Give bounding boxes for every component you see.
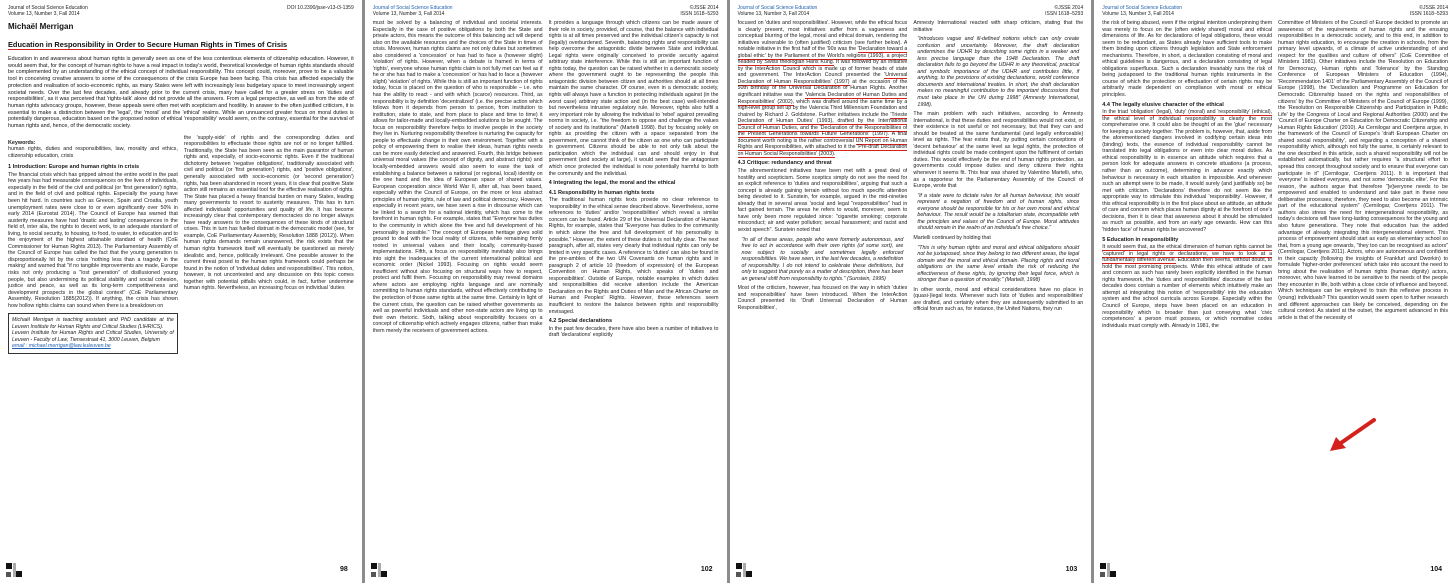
text-run: at the occasion of the 50th birthday of the Universal Declaration of Human Rights. Another significant initiative was the bbox=[737, 78, 908, 99]
author-email-link[interactable]: email : michael.merrigan@law.kuleuven.be bbox=[12, 343, 111, 350]
page-number: 103 bbox=[1065, 566, 1078, 573]
page-footer bbox=[6, 563, 348, 577]
paragraph bbox=[1102, 109, 1272, 233]
keywords-label: Keywords: bbox=[8, 139, 36, 146]
issn: ISSN 1618–5293 bbox=[1409, 11, 1448, 17]
column-left bbox=[738, 20, 908, 316]
text-run: A final document worth noting is the rather controversial bbox=[737, 131, 908, 144]
annotated-underline: 'Universal Declaration of Human Responsibilities' (1997) bbox=[737, 72, 908, 85]
text-run: the ethical level of individual responsibility is clearly the most comprehensive one. It could also be thought of as the 'glue' necessary for keeping a society together. The problem is, however, that, aside from the aforementioned dangers involved in codifying certain ideas into (binding) texts, the essence of individual responsibility cannot be translated into legal obligations or even into clear moral duties. As ethical responsibility is in essence an attitude which requires that a person look for adequate answers in concrete situations (a process, rather than an outcome), determining in advance exactly which behaviour is necessary in each situation is impossible. And whenever such an attempt were to be made, it would surely (and justifiably so) be met with criticism. 'Declarations' therefore do not seem like the appropriate way to stimulate this individual 'responsibility'. However, if this ethical responsibility is in the first place about an attitude, an attitude of care and concern which places human dignity at the forefront of one's decisions, then it is clear that awareness about it should be stimulated as much as possible, and from an early age onwards. How can this 'hidden face' of human rights be uncovered? bbox=[1102, 115, 1273, 233]
paragraph: the risk of being abused, even if the original intention underpinning them was merely to focus on the (often widely shared) moral and ethical dimensions of life. As for declarations of legal obligations, these would seem to be redundant, as States already have sufficient tools to make them binding upon citizens through legislation and State enforcement mechanisms. Therefore, in short, a declaration consisting of moral and ethical guidelines is dangerous, and a declaration consisting of legal obligations superfluous. Such a declaration invariably runs the risk of being juxtaposed to the traditional human rights instruments in the course of which the protection or effectuation of certain rights may be arbitrarily made dependent on compliance with moral or ethical principles. bbox=[1102, 20, 1273, 99]
paragraph: Amnesty International reacted with sharp criticism, stating that the initiative bbox=[913, 20, 1084, 33]
author-info-box bbox=[8, 313, 178, 354]
annotated-underline: In the triad 'obligation' (legal), 'duty' (moral) and 'responsibility' (ethical), bbox=[1102, 109, 1273, 116]
text-run: which was drafted around the same time by a high-level group set up by the Valencia Third Millennium Foundation and chaired by Richard J. Goldstone. Further initiatives include the bbox=[737, 98, 908, 118]
paragraph: The financial crisis which has gripped almost the entire world in the past few years has had measurable consequences on the lives of individuals, especially in the field of the civil and political (or 'first generation') rights, and in the field of civil and political rights. Especially the young have been hit hard. In countries such as Greece, Spain and Croatia, youth unemployment rates were close to or even significantly over 50% in early 2014 (Eurostat 2014). The Council of Europe has warned that austerity measures have had 'drastic and lasting' consequences in the field of, inter alia, the rights to decent work, to an adequate standard of living, to social security, to housing, to food, to water, to education and to the enjoyment of the highest attainable standard of health (CoE Commissioner for Human Rights 2013). The Parliamentary Assembly of the Council of Europe has called the fact that the young generation is disproportionally hit by the crisis 'nothing less than a tragedy in the making' and warned that "if no tangible improvements are made, Europe risks not only producing a "lost generation" of disillusioned young people, but also undermining its political stability and social cohesion, justice and peace, as well as its long-term competitiveness and development prospects in the global context" (CoE Parliamentary Assembly, Resolution 1885(2012)). If anything, the crisis has shown how hollow rights claims can sound when there is a breakdown on bbox=[8, 171, 178, 309]
paragraph: The traditional human rights texts provide no clear reference to 'responsibility' in the ethical sense described above. Nevertheless, some references to 'duties' and/or 'responsibilities' which reveal a similar concern can be found. Article 29 of the Universal Declaration of Human Rights, for example, states that "Everyone has duties to the community in which alone the free and full development of his personality is possible." However, the extent of these duties is not fully clear. The next paragraph, after all, states very clearly that individual rights can only be limited in very specific cases. A reference to 'duties' can also be found in the pre-ambles of the two UN Covenants on human rights and in paragraph 2 of article 10 (freedom of expression) of the European Convention on Human Rights, which speaks of 'duties and responsibilities'. Outside of Europe, notable examples in which duties and responsibilities did receive attention include the American Declaration on the Rights and Duties of Man and the African Charter on Human and Peoples' Rights. However, these references seem insufficient to restore the balance between rights and responsibility envisaged. bbox=[548, 197, 719, 315]
qr-code-icon bbox=[6, 563, 22, 577]
section-heading: 4 Integrating the legal, the moral and the ethical bbox=[548, 180, 676, 187]
page-104 bbox=[1094, 0, 1456, 583]
block-quote: "introduces vague and ill-defined notions which can only create confusion and uncertainty. Moreover, the draft declaration undermines the UDHR by describing some rights in a weaker and less precise language than the 1948 Declaration. The draft declaration fails to go beyond the UDHR in any theoretical, practical and symbolic importance of the UDHR and contributes little, if anything, to the provisions of existing declarations, world conference documents and international treaties. In short, the draft declaration makes no meaningful contribution to the important discussions that must take place in the UN during 1998" (Amnesty International, 1998). bbox=[917, 36, 1080, 108]
journal-name: Journal of Social Science Education bbox=[737, 5, 818, 11]
block-quote: "if a state were to dictate rules for all human behaviour, this would represent a negation of freedom and of human rights, since everyone should be responsible for his or her own moral and ethical behaviour. The result would be a totalitarian state, incompatible with the principles and values of the Council of Europe. Moral attitudes should remain in the realm of an individual's free choice." bbox=[917, 192, 1080, 232]
page-header bbox=[373, 5, 719, 17]
column-right bbox=[1278, 20, 1448, 332]
abstract: Education in and awareness about human rights is generally seen as one of the less contentious elements of citizenship education. However, it would seem that, for the concept of human rights to have a real impact in today's world, theoretical knowledge of human rights standards should be complemented by an understanding of the ethical concept of individual responsibility. This concept could, moreover, prove to be a valuable tool in conceiving creative answers to some of the consequences of the crisis Europe has been facing. This crisis has affected especially the protection and realisation of socio-economic rights, as many States were left with increasingly less budgetary space to meet increasingly urgent societal needs. Over the last few decades, and already prior to the current crisis, many have called for a greater stress on 'duties and responsibilities', as it was perceived that 'rights-talk' alone did not provide all the answers. From a legal perspective, as well as from the side of human rights advocacy groups, however, these appeals were often met with scepticism and hostility. In answer to the often justified criticism, it is essential to make a distinction between the 'legal', the 'moral' and the 'ethical' realms. While an unnuanced greater focus on moral duties is potentially dangerous, education based on the proposed notion of ethical 'responsibility' would seem, on the contrary, essential for the survival of human rights and, hence, of the democratic society. bbox=[8, 56, 354, 130]
paragraph: the 'supply-side' of rights and the corresponding duties and responsibilities to effectuate those rights are not or no longer fulfilled. Traditionally, the State has been seen as the main guarantor of human rights and, especially, of socio-economic rights. Even if the traditional dichotomy between 'negative obligations', traditionally associated with civil and political (or 'first generation') rights, and 'positive obligations', generally associated with socio-economic (or 'second generation') rights, has been abandoned in recent years, it is clear that positive State action still remains an essential tool for the effective realisation of rights. The State has placed a heavy financial burden on many States, leading many governments to resort to austerity measures. This has in turn affected individuals' opportunities and quality of life. It has become increasingly clear that contemporary democracies do no longer always have ready answers to the consequences of these kinds of structural crises. This in turn has fuelled distrust in the democratic model (see, for example, CoE Parliamentary Assembly, Resolution 1888 (2012)). When human rights demands remain unanswered, the risk exists that the human rights framework itself will eventually be questioned as merely idealistic and, hence, politically irrelevant. One possible answer to the current threat posed to the human rights framework could perhaps be found in the notion of 'individual duties and responsibilities'. This notion, however, is not uncontested and any discussion on this topic comes together with potential pitfalls which could, in fact, further undermine human rights. Nevertheless, an increasing focus on individual 'duties bbox=[183, 134, 354, 292]
page-number: 98 bbox=[339, 566, 348, 573]
issn: ISSN 1618–5293 bbox=[680, 11, 719, 17]
column-right bbox=[184, 135, 354, 354]
text-run: focused on 'duties and responsibilities'. However, while the ethical focus is clearly present, most initiatives suffer from a vagueness and conceptual blurring of the legal, moral and ethical domain, rendering the initiatives vulnerable to (often justified) criticism (see further below). A notable initiative in the first half of the '90s was the bbox=[737, 20, 908, 53]
annotated-underline: 'Trieste Declaration of Human Duties' (1993), drafted by the International Council of Human Duties, and the 'Declaration of the Responsibilities of the Present Generations towards Future Generations' (1997). bbox=[737, 111, 908, 138]
page-number: 102 bbox=[700, 566, 713, 573]
author-bio: Michaël Merrigan is teaching assistant and PhD candidate at the Leuven Institute for Human Rights and Critical Studies (LIHRICS). bbox=[12, 317, 174, 330]
qr-code-icon bbox=[736, 563, 752, 577]
page-102 bbox=[365, 0, 727, 583]
subsection-heading: 4.4 The legally elusive character of the ethical bbox=[1102, 101, 1224, 108]
subsection-heading: 4.1 Responsibility in human rights texts bbox=[548, 189, 655, 196]
journal-volume: Volume 13, Number 3, Fall 2014 bbox=[8, 11, 80, 17]
paragraph: The main problem with such initiatives, according to Amnesty International, is that these duties and responsibilities would not exist, or their existence is not useful or not necessary, but that they can and should be treated at the same fundamental (and legally enforceable) level as rights. The fear exists that, by putting certain conceptions of 'decent behaviour' at the same level as legal rights, the protection of individual rights could be made contingent upon the fulfilment of certain duties. This would effectively be the end of human rights protection, as governments could impose duties and deny citizens their rights whenever it seems fit. This fear was shared by Valentino Martelli, who, as a rapporteur for the Parliamentary Assembly of the Council of Europe, wrote that bbox=[913, 111, 1084, 190]
annotated-underline: 'Declaration toward a global ethic' by the Parliament of the World's religions (1993), a project headed by Swiss theologian Hans Küng. bbox=[737, 46, 908, 66]
paragraph: The aforementioned initiatives have been met with a great deal of hostility and scepticism. Some sceptics simply do not see the need for an explicit reference to 'duties and responsibilities', arguing that such a concept is already gaining terrain without too much specific attention being devoted to it. Sunstein, for example, argued in the mid-nineties already that in several areas 'social and legal "responsibilities" had in fact gained terrain. The areas he refers to would, moreover, seem to have only been more regulated since: "cigarette smoking; corporate misconduct; air and water pollution; sexual harassment; and racist and sexist speech". Sunstein noted that bbox=[737, 168, 908, 233]
keywords-list: human rights, duties and responsibilities, law, morality and ethics, citizenship education, crisis bbox=[8, 146, 178, 159]
page-number: 104 bbox=[1430, 566, 1442, 573]
page-header bbox=[8, 5, 354, 17]
qr-code-icon bbox=[1100, 563, 1116, 577]
text-run: It was followed by an initiative by the InterAction Council which is made up of former heads of state and government. The InterAction Council presented the bbox=[737, 59, 908, 79]
text-run: Education then seems, without doubt, to hold the most promising prospects. While this ethical attitude of care and concern as such has rarely been explicitly identified in the human rights framework, the 'duties and responsibilities' discourse of the last decades does contain a number of elements which intuitively make an attempt at integrating this notion of 'responsibility' into the education system and the school curricula across Europe. Especially within the Council of Europe, steps have been placed on an education in responsibility which is broader than just conveying what 'civic competences' a person must possess, or which normative codes individuals must comply with. Already in 1981, the bbox=[1102, 257, 1273, 329]
page-header bbox=[738, 5, 1084, 17]
author-name: Michaël Merrigan bbox=[8, 22, 74, 31]
annotated-underline: UN Report on Human Rights and Responsibilities, with attached to it the 'Pre-draft Declaration on Human Social Responsibilities' (2003). bbox=[737, 137, 908, 157]
doi: DOI 10.2390/jsse-v13-i3-1359 bbox=[287, 5, 354, 11]
page-footer bbox=[371, 563, 713, 577]
section-heading: 1 Introduction: Europe and human rights in crisis bbox=[8, 164, 140, 171]
paragraph: It provides a language through which citizens can be made aware of their role in society, provided, of course, that the balance with individual rights is at all times preserved and the individual citizen's capacity is not (legally) overburdened. Seventh, balancing rights and responsibility can help overcome the antagonistic divide between State and individual. Legal rights were originally conceived to provide security against arbitrary state interference. While this is still an important function of rights today, the question can be raised whether in a democratic society where the government ought to be representing the people this antagonistic division between citizen and authorities should at all times maintain the same character. Of course, even in a democratic society, rights will always have a function in protecting individuals against (in the worst case) arbitrary state action and (in the best case) well-intended but nevertheless intrusive regulatory rule. Moreover, rights also fulfil a very important role by allowing the individual to 'rebel' against prevailing norms in society, i.e. "the freedom to oppose and challenge the values of society and its institutions" (Martelli 1998). But by focusing solely on rights as providing the citizen with a space separated from the government, one cannot think of the citizen as one who can participate in government. Citizens should be able to not only talk about the participation which the individual can and should enjoy in that government (and society at large), it would seem that the antagonism which once protected the individual is now potentially harmful to both the community and the individual. bbox=[548, 20, 719, 177]
annotated-underline: It would seem that, as the ethical dimension of human rights cannot be 'captured' in legal rights or declarations, we have to look at a fundamentally different avenue. bbox=[1102, 244, 1273, 264]
author-address: Leuven Institute for Human Rights and Critical Studies, University of Leuven - Faculty of Law, Tiensestraat 41, 3000 Leuven, Belgium bbox=[12, 330, 174, 343]
paragraph: In the past few decades, there have also been a number of initiatives to draft 'declarations' explicitly bbox=[548, 325, 719, 339]
page-98 bbox=[0, 0, 362, 583]
journal-volume: Volume 13, Number 3, Fall 2014 bbox=[737, 11, 810, 17]
paragraph bbox=[738, 20, 908, 157]
qr-code-icon bbox=[371, 563, 387, 577]
paragraph: must be solved by a balancing of individual and societal interests. Especially in the case of positive obligations by both the State and private actors, this means the outcome of this balancing act will depend also on the available resources and the choices of the State in times of crisis. Moreover, human rights claims are not only duties but sometimes also considered a 'concession' or has had to face a (however slight) 'violation' of rights. However, when a debate is framed in terms of 'rights', everyone whose human rights claim is not fully met can feel as if he or she has had to make a 'concession' or has had to face a (however slight) 'violation' of rights. While this is still an important function of rights today, focus is placed on the question of who is responsible – i.e. who has the ability to react - and with which (scarce) resources. Third, as responsibility is by definition 'decentralized' (i.e. the precise action which follows from it depends from person to person, from institution to institution, state to state, and from place to place and time to time) it allows for tailor-made and locally-embedded solutions to be sought. The focus on responsibility therefore helps to involve people in the society they live in. Nurturing responsibility therefore is nurturing the capacity for people to effectuate change in their own environment. Together with a policy of empowering them to realise their ideas, human rights needs can be more easily detected and answered. Fourth, this bridge between universal moral values (the concept of dignity, and abstract rights) and locally-embedded answers would also seem to ease the task of establishing a balance between a national (or regional, local) identity on the one hand and the idea of European space of shared values. European cooperation since World War II, after all, has been based, especially within the Council of Europe, on the more or less abstract principles of human rights, rule of law and political democracy. However, especially in recent years, we have seen a rise in discourse which can be linked to a search for a national identity, which has come to the forefront in human rights. For example, states that "Everyone has duties to the community in which alone the free and full development of his personality is possible." The concept of European heritage gives solid ground to deal with the local reality of citizens, while remaining firmly rooted in universal values and their locally, community-based implementations. Fifth, a focus on responsibility inevitably also brings into sight the inadequacies of the current international political and economic order (Nickel 1993). Focusing on rights would seem insufficient without also focusing on structural ways how to respect, protect and fulfil them. Focusing on responsibility may reveal domains where actors are employing rights language and are nominally committing to human rights standards, without effectively contributing to the protection of those same rights at the same time. Certainly in light of the current crisis, the question can be raised whether governments as well as powerful individuals and other non-state actors are living up to their own rhetoric. Sixth, talking about responsibility focuses on a concept of citizenship which actively engages citizens, rather than make them merely the receivers of government actions. bbox=[372, 20, 543, 334]
page-103 bbox=[730, 0, 1092, 583]
column-right bbox=[913, 20, 1083, 316]
block-quote: "This is why human rights and moral and ethical obligations should not be juxtaposed, since they belong to two different areas, the legal domain and the moral and ethical domain. Placing rights and moral obligations on the same level entails the risk of reducing the effectiveness of these rights, by ignoring their legal force, which is stronger than a question of morality." (Martelli, 1998) bbox=[917, 244, 1080, 284]
copyright: ©JSSE 2014 bbox=[689, 5, 719, 11]
subsection-heading: 4.3 Critique: redundancy and threat bbox=[737, 160, 832, 167]
journal-volume: Volume 13, Number 3, Fall 2014 bbox=[372, 11, 445, 17]
subsection-heading: 4.2 Special declarations bbox=[548, 318, 613, 325]
paragraph: In other words, moral and ethical considerations have no place in (quasi-)legal texts. Whenever such lists of 'duties and responsibilities' are drafted, and certainly when they are subsequently submitted to an official forum such as, for instance, the United Nations, they run bbox=[913, 286, 1084, 313]
page-footer bbox=[736, 563, 1078, 577]
journal-name: Journal of Social Science Education bbox=[8, 5, 88, 11]
column-left bbox=[1102, 20, 1272, 332]
block-quote: "In all of these areas, people who were formerly autonomous, and free to act in accordance with their own rights (of some sort), are now subject to socially and sometimes legally enforced responsibilities. We have seen, in the last few decades, a redefinition of responsibility. I do not intend to celebrate these definitions, but only to suggest that purely as a matter of description, there has been an general shift from responsibility to rights." (Sunstein, 1995) bbox=[741, 236, 904, 282]
keywords bbox=[8, 140, 178, 160]
page-footer bbox=[1100, 563, 1442, 577]
paragraph: Committee of Ministers of the Council of Europe decided to promote an awareness of the requirements of human rights and the ensuing responsibilities in a democratic society, and to this end, in addition to human rights education, to encourage the creation in schools, from the primary level upwards, of a climate of active understanding of and respect for the qualities and culture of others" (CoE Committee of Ministers 1981). Other initiatives include the 'Resolution on Education for Democracy, Human rights and Tolerance' by the Standing Conference of European Ministers of Education (1994), 'Recommendation 1401' of the Parliamentary Assembly of the Council of Europe (1998), the 'Declaration and Programme on Education for Democratic Citizenship based on the rights and responsibilities of citizens' by the Committee of Ministers of the Council of Europe (1999), the 'Resolution on Responsible Citizenship and Participation in Public Life' by the Congress of Local and Regional Authorities (2000) and the 'Council of Europe Charter on Education for Democratic Citizenship and Human Rights Education' (2010). As Cernilogar and Coertjens argue, in the framework of the Council of Europe's 'draft European Charter on shared social responsibility', and regarding a conception of a shared responsibility which, although not fully the same, is certainly relevant to the one described in this article, such a shared responsibility will not be established automatically, but rather requires "a structural effort to spread this concept throughout society and to ensure that everyone can participate in it" (Cernilogar, Coertjens 2011). It is important that 'everyone' is indeed everyone, and not some 'democratic elite'. For this reason, the authors argue that therefore "[e]veryone needs to be empowered and enabled to understand and take part in these new deliberative processes; therefore, they need to also become an intrinsic part of the educational system" (Cernilogar, Coertjens 2011). The authors also stress the need for intergenerational responsibility, as today's decisions will have long-lasting consequences for the young and also future generations. They note that education has the added advantage of already integrating this intergenerational element. This process of empowerment should start as early as elementary school so that, from a young age onwards, "they too can be recognised as actors" (Cernilogar, Coertjens 2011). Actors, who are autonomous and confident in their capacity (following the insights of Frankfurt and Dworkin) to formulate 'higher-order preferences' which take into account the need to bring about the realisation of human rights (human dignity) actors, moreover, who have learned to be sensitive to the needs of the people they encounter in life, both within a close circle of influence and beyond. Which techniques can be employed to train this reflexive process in (young) individuals? This question would seem open to further research and different approaches can likely be conceived, depending on the cultural context. As stated at the outset, the argument advanced in this article is that of the necessity of bbox=[1278, 20, 1448, 321]
paragraph: Martelli continued by holding that bbox=[913, 234, 991, 241]
copyright: ©JSSE 2014 bbox=[1419, 5, 1448, 11]
page-header bbox=[1102, 5, 1448, 17]
copyright: ©JSSE 2014 bbox=[1054, 5, 1084, 11]
journal-name: Journal of Social Science Education bbox=[1102, 5, 1183, 11]
annotated-underline: 'Valencia Declaration of Human Duties and Responsibilities' (2002), bbox=[737, 92, 908, 105]
paragraph: Most of the criticism, however, has focused on the way in which 'duties and responsibilities' have been introduced. When the InterAction Council presented its 'Draft Universal Declaration of Human Responsibilities', bbox=[737, 285, 908, 311]
column-right bbox=[549, 20, 719, 342]
journal-volume: Volume 13, Number 3, Fall 2014 bbox=[1102, 11, 1174, 17]
column-left bbox=[373, 20, 543, 342]
article-title: Education in Responsibility in Order to Secure Human Rights in Times of Crisis bbox=[8, 40, 288, 49]
issn: ISSN 1618–5293 bbox=[1045, 11, 1084, 17]
paragraph bbox=[1102, 244, 1272, 329]
section-heading: 5 Education in responsibility bbox=[1102, 236, 1179, 243]
column-left bbox=[8, 135, 178, 354]
journal-name: Journal of Social Science Education bbox=[372, 5, 453, 11]
